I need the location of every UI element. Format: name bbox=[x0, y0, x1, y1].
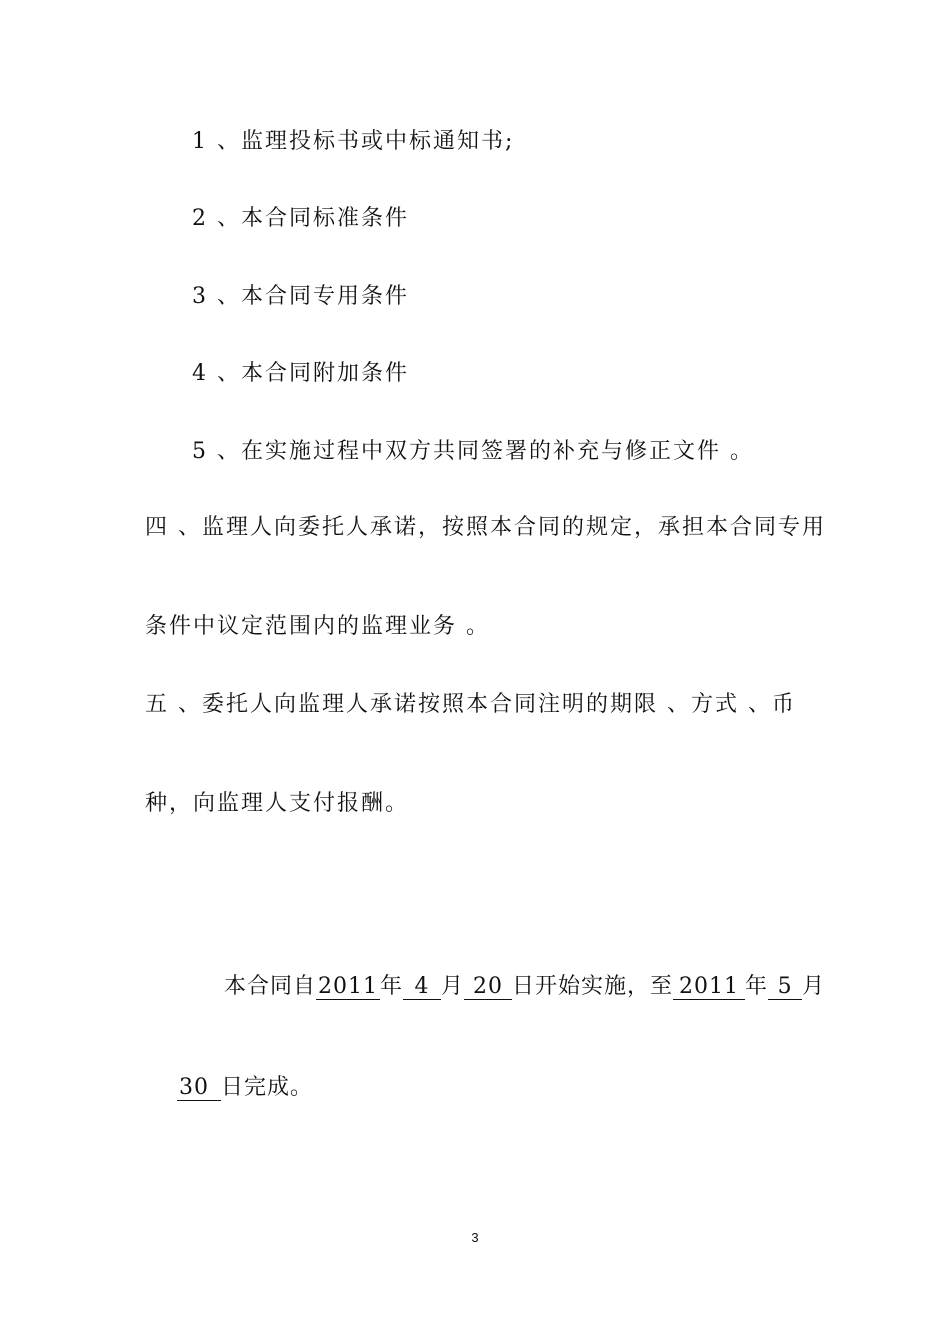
term-prefix: 本合同自 bbox=[223, 974, 316, 999]
month-label: 月 bbox=[441, 974, 465, 999]
year-label: 年 bbox=[380, 974, 404, 999]
list-item: 3 、本合同专用条件 bbox=[192, 284, 409, 309]
list-item: 5 、在实施过程中双方共同签署的补充与修正文件 。 bbox=[192, 439, 754, 464]
list-item: 1 、监理投标书或中标通知书; bbox=[192, 129, 515, 154]
term-suffix: 日完成。 bbox=[220, 1075, 313, 1100]
start-year-field: 2011 bbox=[318, 974, 378, 999]
clause-5-line-1: 五 、委托人向监理人承诺按照本合同注明的期限 、方式 、币 bbox=[145, 692, 796, 717]
term-line-2 bbox=[145, 1043, 313, 1133]
year-label: 年 bbox=[745, 974, 769, 999]
term-line-1 bbox=[192, 942, 825, 1032]
end-month-field: 5 bbox=[768, 975, 802, 1000]
term-mid: 日开始实施，至 bbox=[512, 974, 674, 999]
page-number: 3 bbox=[471, 1230, 479, 1245]
clause-4-line-2: 条件中议定范围内的监理业务 。 bbox=[145, 614, 490, 639]
list-item: 2 、本合同标准条件 bbox=[192, 206, 409, 231]
start-month-field: 4 bbox=[403, 975, 441, 1000]
end-year-field: 2011 bbox=[673, 975, 745, 1000]
start-day-field: 20 bbox=[464, 975, 512, 1000]
month-label: 月 bbox=[802, 974, 826, 999]
list-item: 4 、本合同附加条件 bbox=[192, 361, 409, 386]
end-day-field: 30 bbox=[177, 1076, 221, 1101]
clause-5-line-2: 种，向监理人支付报酬。 bbox=[145, 791, 410, 816]
clause-4-line-1: 四 、监理人向委托人承诺，按照本合同的规定，承担本合同专用 bbox=[145, 515, 826, 540]
